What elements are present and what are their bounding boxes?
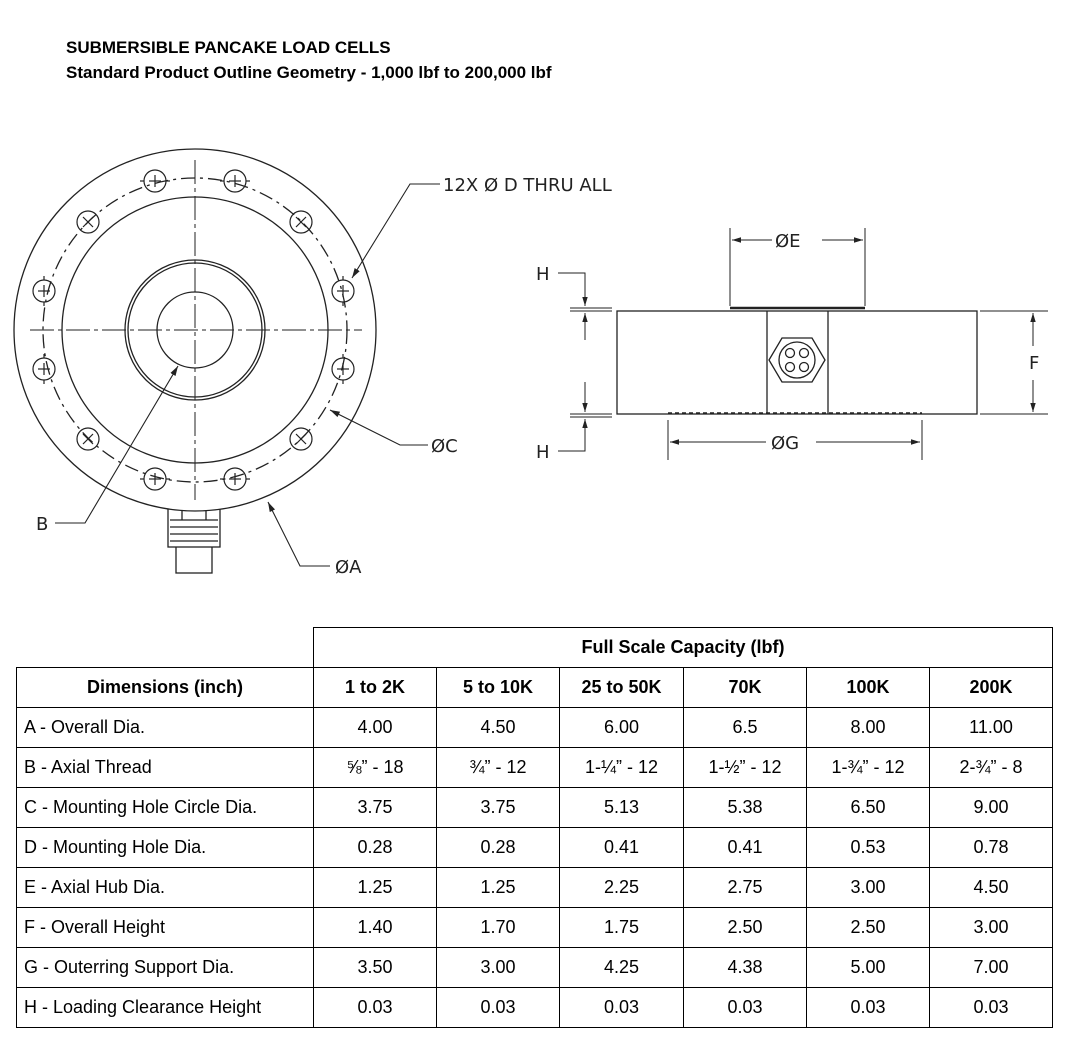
document-title	[66, 35, 552, 85]
table-cell: 3.50	[314, 948, 437, 988]
table-cell: 2-¾” - 8	[930, 748, 1053, 788]
table-cell: 2.25	[560, 868, 684, 908]
table-cell: 0.28	[314, 828, 437, 868]
label-e: ØE	[775, 231, 801, 252]
table-cell: 4.50	[930, 868, 1053, 908]
table-cell: 6.5	[684, 708, 807, 748]
column-header: 70K	[684, 668, 807, 708]
table-row	[17, 908, 1053, 948]
table-cell: 1.75	[560, 908, 684, 948]
table-cell: 0.53	[807, 828, 930, 868]
table-cell: 4.25	[560, 948, 684, 988]
title-line-2: Standard Product Outline Geometry - 1,000 lbf to 200,000 lbf	[66, 63, 552, 82]
column-header: 5 to 10K	[437, 668, 560, 708]
table-cell: 1-¼” - 12	[560, 748, 684, 788]
table-cell: 5.13	[560, 788, 684, 828]
table-cell: 5.00	[807, 948, 930, 988]
table-cell: 4.38	[684, 948, 807, 988]
table-cell: 0.03	[560, 988, 684, 1028]
top-view	[14, 149, 440, 573]
label-g: ØG	[771, 433, 800, 454]
table-header-row	[17, 668, 1053, 708]
label-b: B	[36, 514, 49, 535]
table-cell: ¾” - 12	[437, 748, 560, 788]
row-label: F - Overall Height	[17, 908, 314, 948]
table-cell: 2.75	[684, 868, 807, 908]
table-cell: 11.00	[930, 708, 1053, 748]
table-cell: 1-½” - 12	[684, 748, 807, 788]
table-row	[17, 748, 1053, 788]
connector-icon	[168, 505, 220, 573]
table-cell: 3.00	[930, 908, 1053, 948]
dimensions-table	[16, 627, 1053, 1028]
row-label: H - Loading Clearance Height	[17, 988, 314, 1028]
table-corner-blank	[17, 628, 314, 668]
table-cell: 2.50	[807, 908, 930, 948]
table-cell: 1.40	[314, 908, 437, 948]
table-row	[17, 788, 1053, 828]
table-cell: 1-¾” - 12	[807, 748, 930, 788]
table-cell: 1.70	[437, 908, 560, 948]
table-cell: 4.00	[314, 708, 437, 748]
label-a: ØA	[335, 557, 362, 578]
table-cell: 8.00	[807, 708, 930, 748]
table-cell: 3.75	[437, 788, 560, 828]
dimensions-header: Dimensions (inch)	[17, 668, 314, 708]
body-rect	[617, 311, 977, 414]
table-cell: 0.03	[930, 988, 1053, 1028]
table-cell: 4.50	[437, 708, 560, 748]
table-cell: 0.03	[437, 988, 560, 1028]
row-label: D - Mounting Hole Dia.	[17, 828, 314, 868]
table-row	[17, 828, 1053, 868]
table-cell: 0.03	[807, 988, 930, 1028]
outline-drawing	[0, 130, 1070, 590]
row-label: A - Overall Dia.	[17, 708, 314, 748]
label-c: ØC	[431, 436, 458, 457]
side-view	[558, 228, 1048, 460]
label-holes: 12X Ø D THRU ALL	[443, 175, 612, 196]
table-cell: 9.00	[930, 788, 1053, 828]
leader-holes	[352, 184, 440, 278]
table-cell: 0.41	[684, 828, 807, 868]
table-cell: 0.28	[437, 828, 560, 868]
table-row	[17, 988, 1053, 1028]
title-line-1: SUBMERSIBLE PANCAKE LOAD CELLS	[66, 38, 391, 57]
label-h-bottom: H	[536, 442, 550, 463]
leader-a	[268, 502, 330, 566]
table-cell: 5.38	[684, 788, 807, 828]
table-cell: 3.75	[314, 788, 437, 828]
column-header: 100K	[807, 668, 930, 708]
row-label: E - Axial Hub Dia.	[17, 868, 314, 908]
column-header: 25 to 50K	[560, 668, 684, 708]
column-header: 200K	[930, 668, 1053, 708]
table-cell: 6.50	[807, 788, 930, 828]
label-f: F	[1029, 353, 1040, 374]
table-cell: 1.25	[314, 868, 437, 908]
table-cell: 1.25	[437, 868, 560, 908]
table-cell: 0.03	[314, 988, 437, 1028]
table-cell: 0.41	[560, 828, 684, 868]
row-label: G - Outerring Support Dia.	[17, 948, 314, 988]
label-h-top: H	[536, 264, 550, 285]
table-cell: 3.00	[437, 948, 560, 988]
table-cell: 7.00	[930, 948, 1053, 988]
table-cell: 6.00	[560, 708, 684, 748]
table-cell: 2.50	[684, 908, 807, 948]
row-label: C - Mounting Hole Circle Dia.	[17, 788, 314, 828]
table-cell: 3.00	[807, 868, 930, 908]
column-header: 1 to 2K	[314, 668, 437, 708]
table-row	[17, 948, 1053, 988]
table-cell: 0.03	[684, 988, 807, 1028]
capacity-group-header: Full Scale Capacity (lbf)	[314, 628, 1053, 668]
table-row	[17, 708, 1053, 748]
table-row	[17, 868, 1053, 908]
table-group-header-row	[17, 628, 1053, 668]
table-cell: ⅝” - 18	[314, 748, 437, 788]
table-cell: 0.78	[930, 828, 1053, 868]
row-label: B - Axial Thread	[17, 748, 314, 788]
